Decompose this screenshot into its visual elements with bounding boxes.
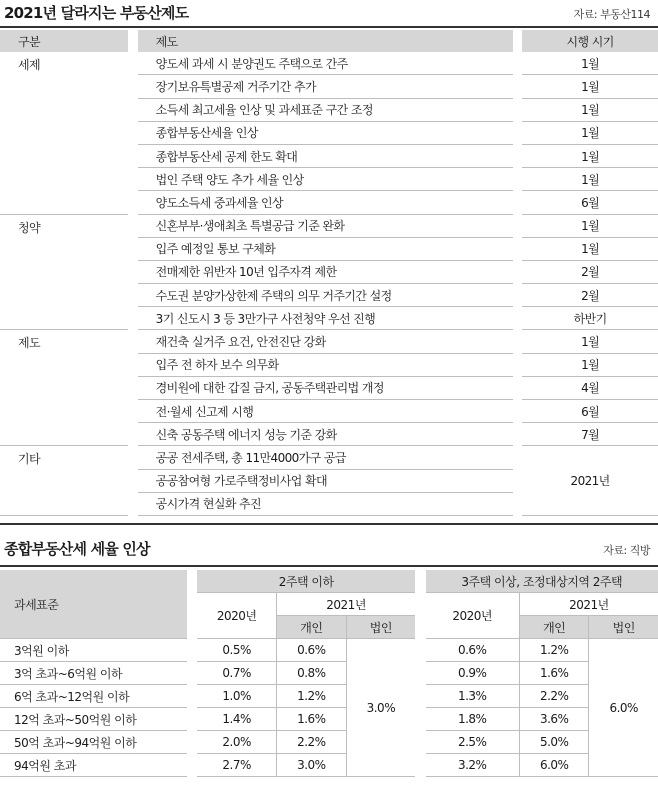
table-row — [0, 685, 658, 708]
tax-base-label: 50억 초과~94억원 이하 — [0, 731, 187, 754]
tax-base-label: 3억 초과~6억원 이하 — [0, 662, 187, 685]
header-2021: 2021년 — [519, 593, 658, 616]
tax-base-label: 3억원 이하 — [0, 639, 187, 662]
rate-2020: 2.7% — [197, 754, 276, 777]
divider — [0, 523, 658, 525]
header-corporate: 법인 — [589, 616, 658, 639]
table-row — [0, 52, 658, 75]
header-corporate: 법인 — [346, 616, 415, 639]
effective-date: 1월 — [522, 168, 658, 191]
table-row — [0, 446, 658, 469]
effective-date: 1월 — [522, 144, 658, 167]
rate-2020: 0.7% — [197, 662, 276, 685]
effective-date: 2021년 — [522, 446, 658, 516]
rate-2021-personal: 1.2% — [519, 639, 589, 662]
rate-2020: 1.8% — [426, 708, 520, 731]
table-row — [0, 639, 658, 662]
spacer — [187, 731, 197, 754]
table-row — [0, 330, 658, 353]
category-cell: 기타 — [0, 446, 128, 516]
rate-2021-personal: 2.2% — [277, 731, 347, 754]
divider — [0, 565, 658, 567]
rate-2020: 2.5% — [426, 731, 520, 754]
divider — [0, 26, 658, 28]
policy-item: 공공참여형 가로주택정비사업 확대 — [138, 469, 513, 492]
table-row — [0, 754, 658, 777]
category-cell: 제도 — [0, 330, 128, 446]
effective-date: 1월 — [522, 75, 658, 98]
policy-item: 종합부동산세율 인상 — [138, 121, 513, 144]
table-row — [0, 662, 658, 685]
rate-2020: 3.2% — [426, 754, 520, 777]
tax-base-label: 6억 초과~12억원 이하 — [0, 685, 187, 708]
header-2021: 2021년 — [277, 593, 416, 616]
spacer — [187, 685, 197, 708]
category-cell: 청약 — [0, 214, 128, 330]
effective-date: 1월 — [522, 353, 658, 376]
policy-item: 재건축 실거주 요건, 안전진단 강화 — [138, 330, 513, 353]
header-personal: 개인 — [519, 616, 589, 639]
table-row — [0, 731, 658, 754]
policy-item: 신축 공동주택 에너지 성능 기준 강화 — [138, 423, 513, 446]
source-note: 자료: 직방 — [603, 544, 650, 557]
effective-date: 2월 — [522, 260, 658, 283]
spacer — [415, 639, 425, 662]
effective-date: 1월 — [522, 237, 658, 260]
tax-base-label: 12억 초과~50억원 이하 — [0, 708, 187, 731]
policy-item: 전매제한 위반자 10년 입주자격 제한 — [138, 260, 513, 283]
rate-2020: 1.4% — [197, 708, 276, 731]
header-when: 시행 시기 — [522, 30, 658, 52]
rate-2020: 1.0% — [197, 685, 276, 708]
rate-2021-personal: 2.2% — [519, 685, 589, 708]
rate-2021-corporate: 6.0% — [589, 639, 658, 777]
rate-2020: 2.0% — [197, 731, 276, 754]
spacer — [415, 731, 425, 754]
header-2020: 2020년 — [197, 593, 276, 639]
spacer — [187, 639, 197, 662]
effective-date: 4월 — [522, 376, 658, 399]
effective-date: 1월 — [522, 330, 658, 353]
rate-2021-personal: 3.6% — [519, 708, 589, 731]
table-row — [0, 214, 658, 237]
source-note: 자료: 부동산114 — [573, 8, 650, 21]
tax-rate-table — [0, 570, 658, 777]
table-row — [0, 708, 658, 731]
spacer — [187, 754, 197, 777]
page-title: 2021년 달라지는 부동산제도 — [4, 4, 189, 22]
effective-date: 1월 — [522, 121, 658, 144]
effective-date: 하반기 — [522, 307, 658, 330]
policy-item: 공공 전세주택, 총 11만4000가구 공급 — [138, 446, 513, 469]
policy-item: 장기보유특별공제 거주기간 추가 — [138, 75, 513, 98]
rate-2020: 0.9% — [426, 662, 520, 685]
policy-item: 공시가격 현실화 추진 — [138, 492, 513, 515]
effective-date: 1월 — [522, 214, 658, 237]
rate-2020: 1.3% — [426, 685, 520, 708]
rate-2021-personal: 0.8% — [277, 662, 347, 685]
rate-2021-personal: 0.6% — [277, 639, 347, 662]
category-cell: 세제 — [0, 52, 128, 214]
spacer — [415, 685, 425, 708]
effective-date: 2월 — [522, 284, 658, 307]
header-tax-base: 과세표준 — [0, 570, 187, 639]
rate-2021-personal: 6.0% — [519, 754, 589, 777]
policy-item: 입주 전 하자 보수 의무화 — [138, 353, 513, 376]
policy-item: 입주 예정일 통보 구체화 — [138, 237, 513, 260]
spacer — [415, 662, 425, 685]
effective-date: 1월 — [522, 98, 658, 121]
header-category: 구분 — [0, 30, 128, 52]
policy-item: 양도세 과세 시 분양권도 주택으로 간주 — [138, 52, 513, 75]
policy-item: 3기 신도시 3 등 3만가구 사전청약 우선 진행 — [138, 307, 513, 330]
spacer — [415, 754, 425, 777]
effective-date: 6월 — [522, 400, 658, 423]
spacer — [187, 662, 197, 685]
policy-item: 법인 주택 양도 추가 세율 인상 — [138, 168, 513, 191]
section-title: 종합부동산세 세율 인상 — [4, 540, 150, 558]
effective-date: 6월 — [522, 191, 658, 214]
rate-2021-personal: 1.6% — [277, 708, 347, 731]
header-personal: 개인 — [277, 616, 347, 639]
effective-date: 7월 — [522, 423, 658, 446]
rate-2020: 0.5% — [197, 639, 276, 662]
policy-item: 신혼부부·생애최초 특별공급 기준 완화 — [138, 214, 513, 237]
policy-item: 종합부동산세 공제 한도 확대 — [138, 144, 513, 167]
rate-2021-personal: 3.0% — [277, 754, 347, 777]
header-item: 제도 — [138, 30, 513, 52]
policy-table — [0, 30, 658, 516]
policy-item: 경비원에 대한 갑질 금지, 공동주택관리법 개정 — [138, 376, 513, 399]
header-group-b: 3주택 이상, 조정대상지역 2주택 — [426, 570, 658, 593]
header-2020: 2020년 — [426, 593, 520, 639]
rate-2021-corporate: 3.0% — [346, 639, 415, 777]
spacer — [187, 708, 197, 731]
policy-item: 양도소득세 중과세율 인상 — [138, 191, 513, 214]
header-group-a: 2주택 이하 — [197, 570, 415, 593]
policy-item: 소득세 최고세율 인상 및 과세표준 구간 조정 — [138, 98, 513, 121]
spacer — [415, 708, 425, 731]
tax-base-label: 94억원 초과 — [0, 754, 187, 777]
rate-2021-personal: 1.6% — [519, 662, 589, 685]
rate-2021-personal: 1.2% — [277, 685, 347, 708]
effective-date: 1월 — [522, 52, 658, 75]
policy-item: 수도권 분양가상한제 주택의 의무 거주기간 설정 — [138, 284, 513, 307]
rate-2021-personal: 5.0% — [519, 731, 589, 754]
rate-2020: 0.6% — [426, 639, 520, 662]
policy-item: 전·월세 신고제 시행 — [138, 400, 513, 423]
